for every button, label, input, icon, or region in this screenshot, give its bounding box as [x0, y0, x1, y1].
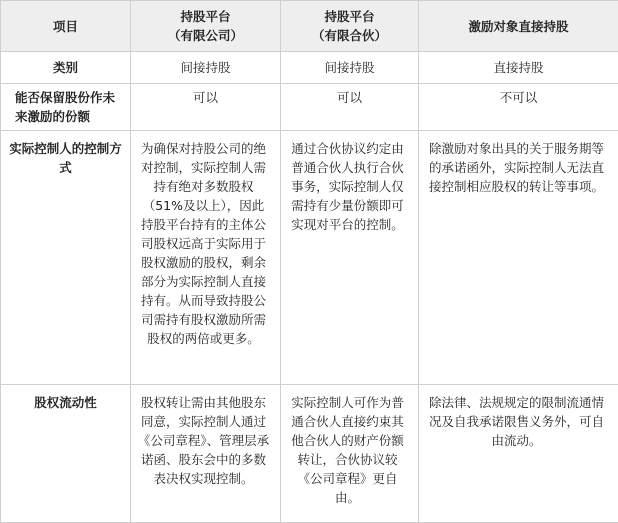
- table-row: [1, 385, 618, 523]
- header-lp-platform: 持股平台 （有限合伙）: [281, 1, 419, 52]
- table-cell: 可以: [131, 84, 281, 131]
- row-label-reserve-shares: 能否保留股份作未来激励的份额: [1, 84, 131, 131]
- row-label-category: 类别: [1, 52, 131, 84]
- table-row: [1, 84, 618, 131]
- header-direct-holding: 激励对象直接持股: [419, 1, 618, 52]
- table-cell: 股权转让需由其他股东同意，实际控制人通过《公司章程》、管理层承诺函、股东会中的多数表决权实现控制。: [131, 385, 281, 523]
- table-cell: 实际控制人可作为普通合伙人直接约束其他合伙人的财产份额转让，合伙协议较《公司章程》更自由。: [281, 385, 419, 523]
- table-cell: 直接持股: [419, 52, 618, 84]
- table-cell: 间接持股: [281, 52, 419, 84]
- table-cell: 通过合伙协议约定由普通合伙人执行合伙事务，实际控制人仅需持有少量份额即可实现对平台的控制。: [281, 131, 419, 385]
- table-cell: 间接持股: [131, 52, 281, 84]
- table-cell: 除法律、法规规定的限制流通情况及自我承诺限售义务外，可自由流动。: [419, 385, 618, 523]
- table-cell: 不可以: [419, 84, 618, 131]
- row-label-liquidity: 股权流动性: [1, 385, 131, 523]
- header-ltd-platform: 持股平台 （有限公司）: [131, 1, 281, 52]
- table-cell: 可以: [281, 84, 419, 131]
- table-row: [1, 52, 618, 84]
- row-label-control-method: 实际控制人的控制方式: [1, 131, 131, 385]
- header-item: 项目: [1, 1, 131, 52]
- table-cell: 为确保对持股公司的绝对控制，实际控制人需持有绝对多数股权（51%及以上），因此持股平台持有的主体公司股权远高于实际用于股权激励的股权，剩余部分为实际控制人直接持有。从而导致持股公司需持有股权激励所需股权的两倍或更多。: [131, 131, 281, 385]
- table-header-row: [1, 1, 618, 52]
- table-row: [1, 131, 618, 385]
- table-cell: 除激励对象出具的关于服务期等的承诺函外，实际控制人无法直接控制相应股权的转让等事项。: [419, 131, 618, 385]
